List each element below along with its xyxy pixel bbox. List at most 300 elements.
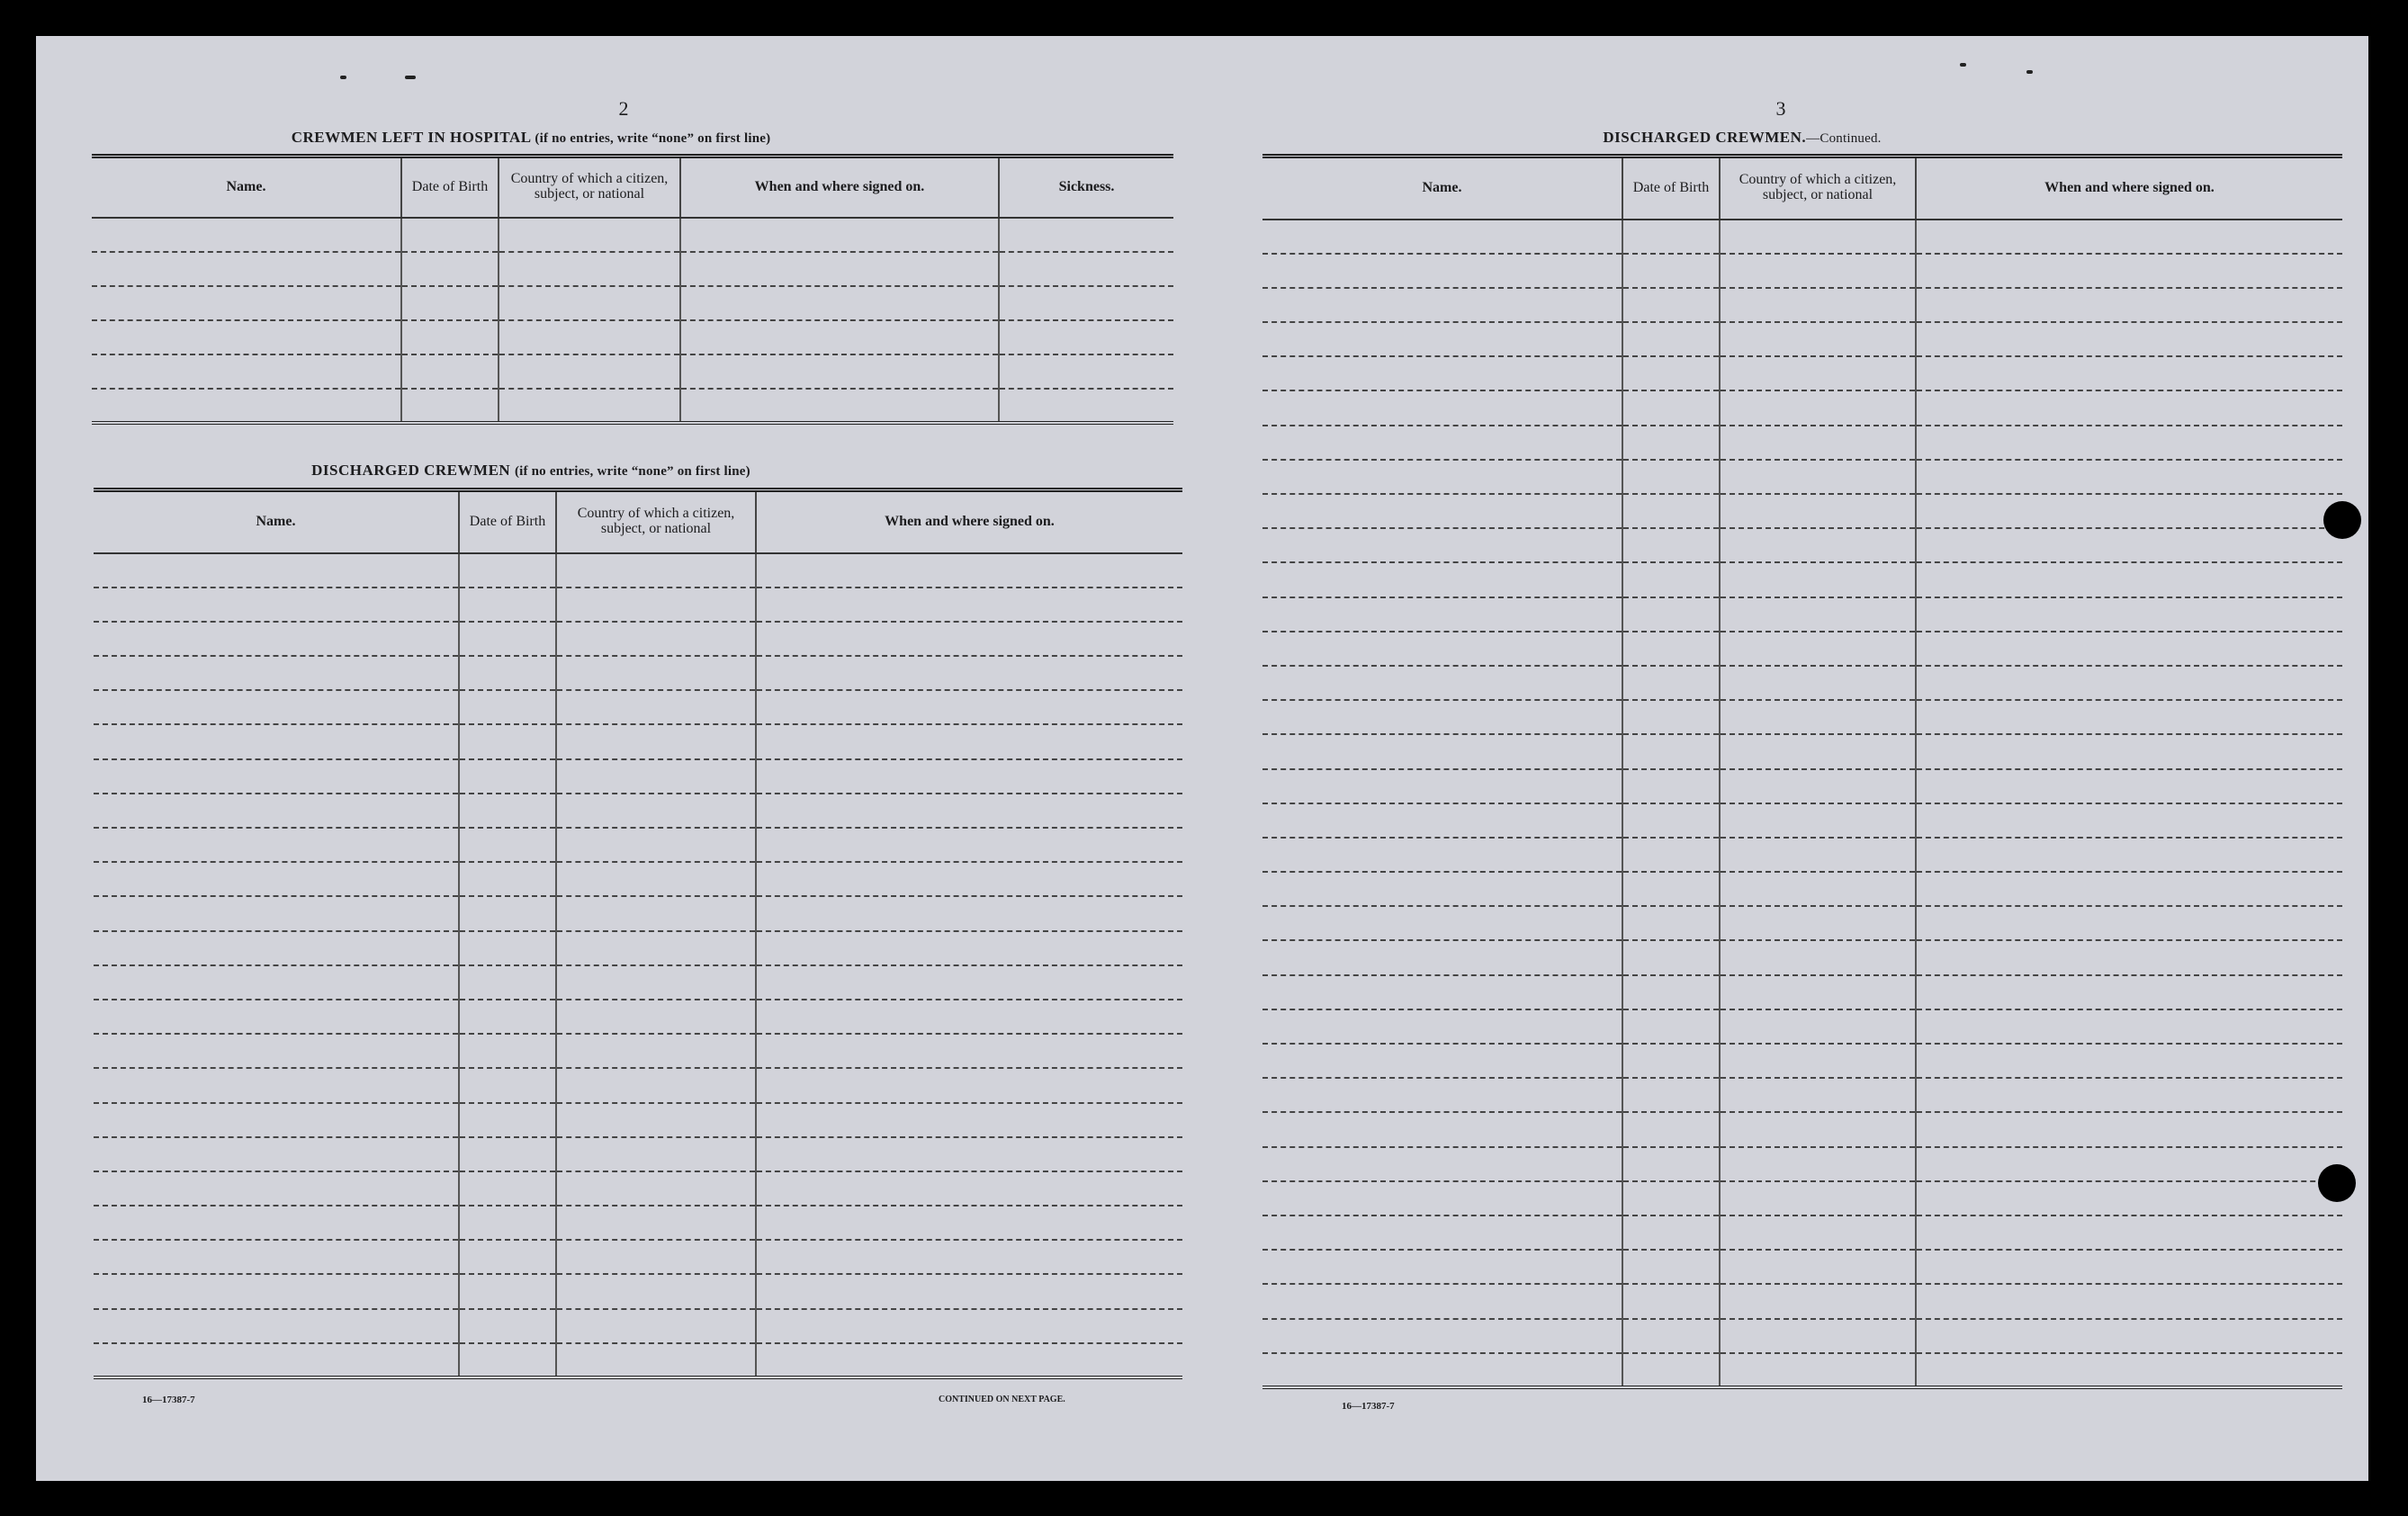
blank-cell — [459, 1171, 556, 1206]
blank-cell — [1622, 220, 1720, 254]
blank-cell — [1916, 940, 2342, 974]
blank-cell — [1720, 1215, 1916, 1250]
blank-cell — [1262, 254, 1622, 288]
blank-cell — [1262, 1250, 1622, 1284]
blank-cell — [756, 1068, 1182, 1102]
blank-cell — [1916, 494, 2342, 528]
blank-cell — [92, 286, 401, 320]
blank-cell — [94, 1206, 459, 1240]
table-row — [1262, 322, 2342, 356]
col-name: Name. — [1262, 157, 1622, 220]
blank-cell — [1262, 528, 1622, 562]
page-number: 2 — [618, 97, 629, 120]
blank-cell — [94, 1000, 459, 1034]
blank-cell — [1262, 322, 1622, 356]
blank-cell — [1720, 734, 1916, 768]
blank-cell — [1720, 803, 1916, 838]
blank-cell — [1622, 666, 1720, 700]
blank-cell — [1916, 803, 2342, 838]
blank-cell — [999, 389, 1173, 423]
blank-cell — [556, 1103, 756, 1137]
blank-cell — [94, 1343, 459, 1377]
blank-cell — [1916, 1250, 2342, 1284]
table-row — [1262, 1319, 2342, 1353]
blank-cell — [459, 656, 556, 690]
blank-cell — [1622, 975, 1720, 1009]
blank-cell — [1262, 734, 1622, 768]
blank-cell — [459, 794, 556, 828]
blank-cell — [1262, 1284, 1622, 1318]
blank-cell — [94, 588, 459, 622]
blank-cell — [94, 931, 459, 965]
table-row — [1262, 426, 2342, 460]
blank-cell — [556, 1000, 756, 1034]
blank-cell — [94, 794, 459, 828]
blank-cell — [1262, 700, 1622, 734]
blank-cell — [1916, 769, 2342, 803]
table-row — [1262, 872, 2342, 906]
blank-cell — [1916, 562, 2342, 597]
blank-cell — [94, 1034, 459, 1068]
blank-cell — [1720, 1147, 1916, 1181]
blank-cell — [756, 724, 1182, 758]
blank-cell — [401, 389, 499, 423]
blank-cell — [1916, 1112, 2342, 1146]
blank-cell — [756, 622, 1182, 656]
blank-cell — [92, 218, 401, 252]
blank-cell — [401, 252, 499, 286]
blank-cell — [556, 622, 756, 656]
blank-cell — [459, 1274, 556, 1308]
blank-cell — [1916, 1181, 2342, 1215]
table-row — [1262, 1044, 2342, 1078]
col-when-where-signed: When and where signed on. — [680, 157, 999, 218]
blank-cell — [1622, 356, 1720, 390]
discharged-rows — [94, 553, 1182, 1378]
blank-cell — [499, 389, 680, 423]
blank-cell — [1262, 1353, 1622, 1387]
blank-cell — [1262, 460, 1622, 494]
blank-cell — [556, 724, 756, 758]
blank-cell — [1622, 1044, 1720, 1078]
blank-cell — [401, 286, 499, 320]
blank-cell — [1916, 632, 2342, 666]
table-row — [94, 1137, 1182, 1171]
blank-cell — [94, 1274, 459, 1308]
blank-cell — [1916, 975, 2342, 1009]
blank-cell — [459, 896, 556, 930]
table-row — [94, 1000, 1182, 1034]
table-row — [94, 622, 1182, 656]
table-row — [94, 1206, 1182, 1240]
scan-speck — [1960, 63, 1966, 67]
blank-cell — [556, 1206, 756, 1240]
blank-cell — [1262, 666, 1622, 700]
table-row — [1262, 906, 2342, 940]
form-number: 16—17387-7 — [142, 1395, 195, 1405]
table-row — [94, 1171, 1182, 1206]
blank-cell — [459, 1068, 556, 1102]
blank-cell — [459, 1240, 556, 1274]
blank-cell — [499, 218, 680, 252]
blank-cell — [999, 252, 1173, 286]
blank-cell — [94, 1137, 459, 1171]
table-row — [94, 1034, 1182, 1068]
blank-cell — [756, 759, 1182, 794]
blank-cell — [459, 1103, 556, 1137]
blank-cell — [1262, 1181, 1622, 1215]
blank-cell — [459, 862, 556, 896]
table-row — [92, 286, 1173, 320]
blank-cell — [499, 252, 680, 286]
table-row — [94, 965, 1182, 1000]
table-row — [94, 690, 1182, 724]
blank-cell — [556, 759, 756, 794]
blank-cell — [556, 553, 756, 588]
blank-cell — [1622, 1250, 1720, 1284]
table-row — [1262, 1215, 2342, 1250]
blank-cell — [756, 862, 1182, 896]
blank-cell — [1720, 1250, 1916, 1284]
blank-cell — [556, 1240, 756, 1274]
blank-cell — [1262, 1112, 1622, 1146]
document-sheet — [36, 36, 2368, 1481]
blank-cell — [1622, 1078, 1720, 1112]
blank-cell — [1720, 562, 1916, 597]
blank-cell — [1720, 1181, 1916, 1215]
blank-cell — [756, 1000, 1182, 1034]
table-row — [94, 1068, 1182, 1102]
blank-cell — [756, 1103, 1182, 1137]
blank-cell — [1916, 872, 2342, 906]
blank-cell — [1916, 220, 2342, 254]
blank-cell — [1262, 769, 1622, 803]
blank-cell — [756, 1309, 1182, 1343]
blank-cell — [1262, 356, 1622, 390]
table-row — [1262, 390, 2342, 425]
blank-cell — [680, 286, 999, 320]
hospital-section-title — [171, 129, 891, 147]
blank-cell — [1720, 1353, 1916, 1387]
table-row — [92, 218, 1173, 252]
col-name: Name. — [94, 490, 459, 553]
blank-cell — [1262, 632, 1622, 666]
blank-cell — [1622, 872, 1720, 906]
col-sickness: Sickness. — [999, 157, 1173, 218]
blank-cell — [1916, 322, 2342, 356]
table-row — [1262, 666, 2342, 700]
table-row — [1262, 734, 2342, 768]
blank-cell — [459, 690, 556, 724]
blank-cell — [94, 828, 459, 862]
blank-cell — [459, 1034, 556, 1068]
blank-cell — [556, 656, 756, 690]
discharged-continued-title — [1382, 129, 2102, 147]
blank-cell — [1262, 975, 1622, 1009]
blank-cell — [1622, 562, 1720, 597]
table-row — [1262, 1250, 2342, 1284]
blank-cell — [1622, 288, 1720, 322]
blank-cell — [556, 1068, 756, 1102]
blank-cell — [1622, 494, 1720, 528]
blank-cell — [1916, 1147, 2342, 1181]
blank-cell — [1622, 769, 1720, 803]
blank-cell — [1720, 597, 1916, 632]
blank-cell — [1262, 838, 1622, 872]
blank-cell — [756, 794, 1182, 828]
right-page — [1202, 36, 2368, 1481]
table-row — [1262, 632, 2342, 666]
table-row — [1262, 1353, 2342, 1387]
blank-cell — [1262, 494, 1622, 528]
table-row — [1262, 700, 2342, 734]
blank-cell — [1720, 322, 1916, 356]
table-row — [1262, 1009, 2342, 1044]
blank-cell — [1916, 666, 2342, 700]
blank-cell — [459, 1309, 556, 1343]
table-row — [1262, 288, 2342, 322]
blank-cell — [1720, 769, 1916, 803]
blank-cell — [1916, 700, 2342, 734]
blank-cell — [680, 354, 999, 389]
table-row — [92, 389, 1173, 423]
blank-cell — [94, 1240, 459, 1274]
blank-cell — [92, 354, 401, 389]
blank-cell — [1720, 220, 1916, 254]
blank-cell — [1262, 1319, 1622, 1353]
blank-cell — [1916, 460, 2342, 494]
blank-cell — [92, 389, 401, 423]
blank-cell — [756, 1034, 1182, 1068]
continued-note: CONTINUED ON NEXT PAGE. — [939, 1395, 1065, 1404]
blank-cell — [1622, 1181, 1720, 1215]
table-row — [1262, 494, 2342, 528]
hospital-table — [92, 154, 1173, 425]
table-row — [92, 354, 1173, 389]
blank-cell — [1262, 906, 1622, 940]
blank-cell — [1720, 940, 1916, 974]
table-row — [94, 862, 1182, 896]
blank-cell — [756, 1137, 1182, 1171]
blank-cell — [1720, 390, 1916, 425]
blank-cell — [1720, 1044, 1916, 1078]
punch-hole — [2323, 501, 2361, 539]
blank-cell — [1262, 1147, 1622, 1181]
blank-cell — [94, 965, 459, 1000]
blank-cell — [756, 588, 1182, 622]
blank-cell — [1622, 1009, 1720, 1044]
blank-cell — [1262, 1215, 1622, 1250]
blank-cell — [756, 690, 1182, 724]
blank-cell — [1262, 940, 1622, 974]
blank-cell — [999, 286, 1173, 320]
blank-cell — [1262, 872, 1622, 906]
table-row — [94, 1103, 1182, 1137]
continued-label: —Continued. — [1806, 131, 1882, 146]
blank-cell — [1720, 838, 1916, 872]
blank-cell — [459, 1343, 556, 1377]
blank-cell — [1916, 1215, 2342, 1250]
blank-cell — [756, 1343, 1182, 1377]
blank-cell — [680, 389, 999, 423]
blank-cell — [94, 622, 459, 656]
blank-cell — [401, 354, 499, 389]
blank-cell — [1622, 322, 1720, 356]
blank-cell — [556, 1171, 756, 1206]
col-name: Name. — [92, 157, 401, 218]
table-row — [94, 759, 1182, 794]
blank-cell — [756, 1274, 1182, 1308]
blank-cell — [1720, 1112, 1916, 1146]
table-row — [1262, 220, 2342, 254]
blank-cell — [94, 690, 459, 724]
table-row — [94, 1240, 1182, 1274]
hospital-subtitle: (if no entries, write “none” on first line) — [535, 131, 771, 146]
discharged-title: DISCHARGED CREWMEN — [311, 462, 511, 479]
blank-cell — [1916, 356, 2342, 390]
blank-cell — [1916, 254, 2342, 288]
blank-cell — [999, 218, 1173, 252]
blank-cell — [1622, 1284, 1720, 1318]
blank-cell — [1720, 1284, 1916, 1318]
blank-cell — [1622, 906, 1720, 940]
table-row — [94, 794, 1182, 828]
table-row — [1262, 803, 2342, 838]
blank-cell — [1720, 494, 1916, 528]
blank-cell — [1622, 460, 1720, 494]
table-row — [92, 320, 1173, 354]
blank-cell — [556, 794, 756, 828]
blank-cell — [1622, 838, 1720, 872]
table-row — [1262, 254, 2342, 288]
punch-hole — [2318, 1164, 2356, 1202]
blank-cell — [756, 828, 1182, 862]
discharged-continued-heading: DISCHARGED CREWMEN. — [1603, 129, 1807, 146]
blank-cell — [459, 724, 556, 758]
blank-cell — [1720, 1009, 1916, 1044]
blank-cell — [756, 553, 1182, 588]
blank-cell — [1622, 1147, 1720, 1181]
blank-cell — [94, 862, 459, 896]
blank-cell — [1720, 356, 1916, 390]
blank-cell — [94, 724, 459, 758]
blank-cell — [1916, 426, 2342, 460]
table-row — [1262, 356, 2342, 390]
blank-cell — [556, 690, 756, 724]
blank-cell — [92, 320, 401, 354]
discharged-table — [94, 488, 1182, 1379]
blank-cell — [459, 1206, 556, 1240]
blank-cell — [1262, 390, 1622, 425]
blank-cell — [556, 1309, 756, 1343]
table-row — [94, 1274, 1182, 1308]
blank-cell — [94, 656, 459, 690]
blank-cell — [1622, 940, 1720, 974]
blank-cell — [1720, 1078, 1916, 1112]
blank-cell — [1622, 1112, 1720, 1146]
blank-cell — [1720, 426, 1916, 460]
blank-cell — [1916, 288, 2342, 322]
blank-cell — [756, 896, 1182, 930]
hospital-rows — [92, 218, 1173, 423]
blank-cell — [1916, 906, 2342, 940]
blank-cell — [756, 965, 1182, 1000]
col-country: Country of which a citizen, subject, or national — [1720, 157, 1916, 220]
blank-cell — [1916, 1284, 2342, 1318]
blank-cell — [1720, 632, 1916, 666]
blank-cell — [94, 1309, 459, 1343]
blank-cell — [1720, 872, 1916, 906]
col-country: Country of which a citizen, subject, or national — [499, 157, 680, 218]
blank-cell — [556, 1343, 756, 1377]
blank-cell — [1916, 390, 2342, 425]
blank-cell — [1916, 597, 2342, 632]
table-row — [1262, 1147, 2342, 1181]
blank-cell — [1622, 1319, 1720, 1353]
blank-cell — [1720, 254, 1916, 288]
blank-cell — [459, 1137, 556, 1171]
blank-cell — [1720, 906, 1916, 940]
blank-cell — [1622, 597, 1720, 632]
blank-cell — [1622, 528, 1720, 562]
blank-cell — [999, 320, 1173, 354]
left-page — [36, 36, 1202, 1481]
blank-cell — [1916, 1078, 2342, 1112]
blank-cell — [680, 252, 999, 286]
blank-cell — [1622, 426, 1720, 460]
table-row — [1262, 940, 2342, 974]
table-row — [1262, 975, 2342, 1009]
blank-cell — [459, 931, 556, 965]
blank-cell — [1916, 1319, 2342, 1353]
table-row — [94, 588, 1182, 622]
blank-cell — [1720, 700, 1916, 734]
blank-cell — [680, 320, 999, 354]
blank-cell — [1720, 975, 1916, 1009]
blank-cell — [92, 252, 401, 286]
blank-cell — [459, 588, 556, 622]
table-row — [1262, 1112, 2342, 1146]
blank-cell — [1262, 426, 1622, 460]
blank-cell — [94, 759, 459, 794]
blank-cell — [999, 354, 1173, 389]
blank-cell — [1622, 254, 1720, 288]
form-number: 16—17387-7 — [1342, 1401, 1395, 1412]
blank-cell — [459, 828, 556, 862]
blank-cell — [459, 759, 556, 794]
blank-cell — [459, 622, 556, 656]
discharged-section-title — [171, 462, 891, 480]
table-row — [92, 252, 1173, 286]
blank-cell — [499, 286, 680, 320]
discharged-continued-table — [1262, 154, 2342, 1389]
blank-cell — [1720, 460, 1916, 494]
blank-cell — [1916, 528, 2342, 562]
blank-cell — [94, 1103, 459, 1137]
blank-cell — [459, 553, 556, 588]
table-row — [94, 1343, 1182, 1377]
col-when-where-signed: When and where signed on. — [756, 490, 1182, 553]
table-row — [1262, 597, 2342, 632]
blank-cell — [1262, 597, 1622, 632]
blank-cell — [94, 553, 459, 588]
scan-speck — [2026, 70, 2033, 74]
blank-cell — [1622, 1353, 1720, 1387]
blank-cell — [401, 218, 499, 252]
col-date-of-birth: Date of Birth — [459, 490, 556, 553]
blank-cell — [1720, 288, 1916, 322]
blank-cell — [94, 896, 459, 930]
